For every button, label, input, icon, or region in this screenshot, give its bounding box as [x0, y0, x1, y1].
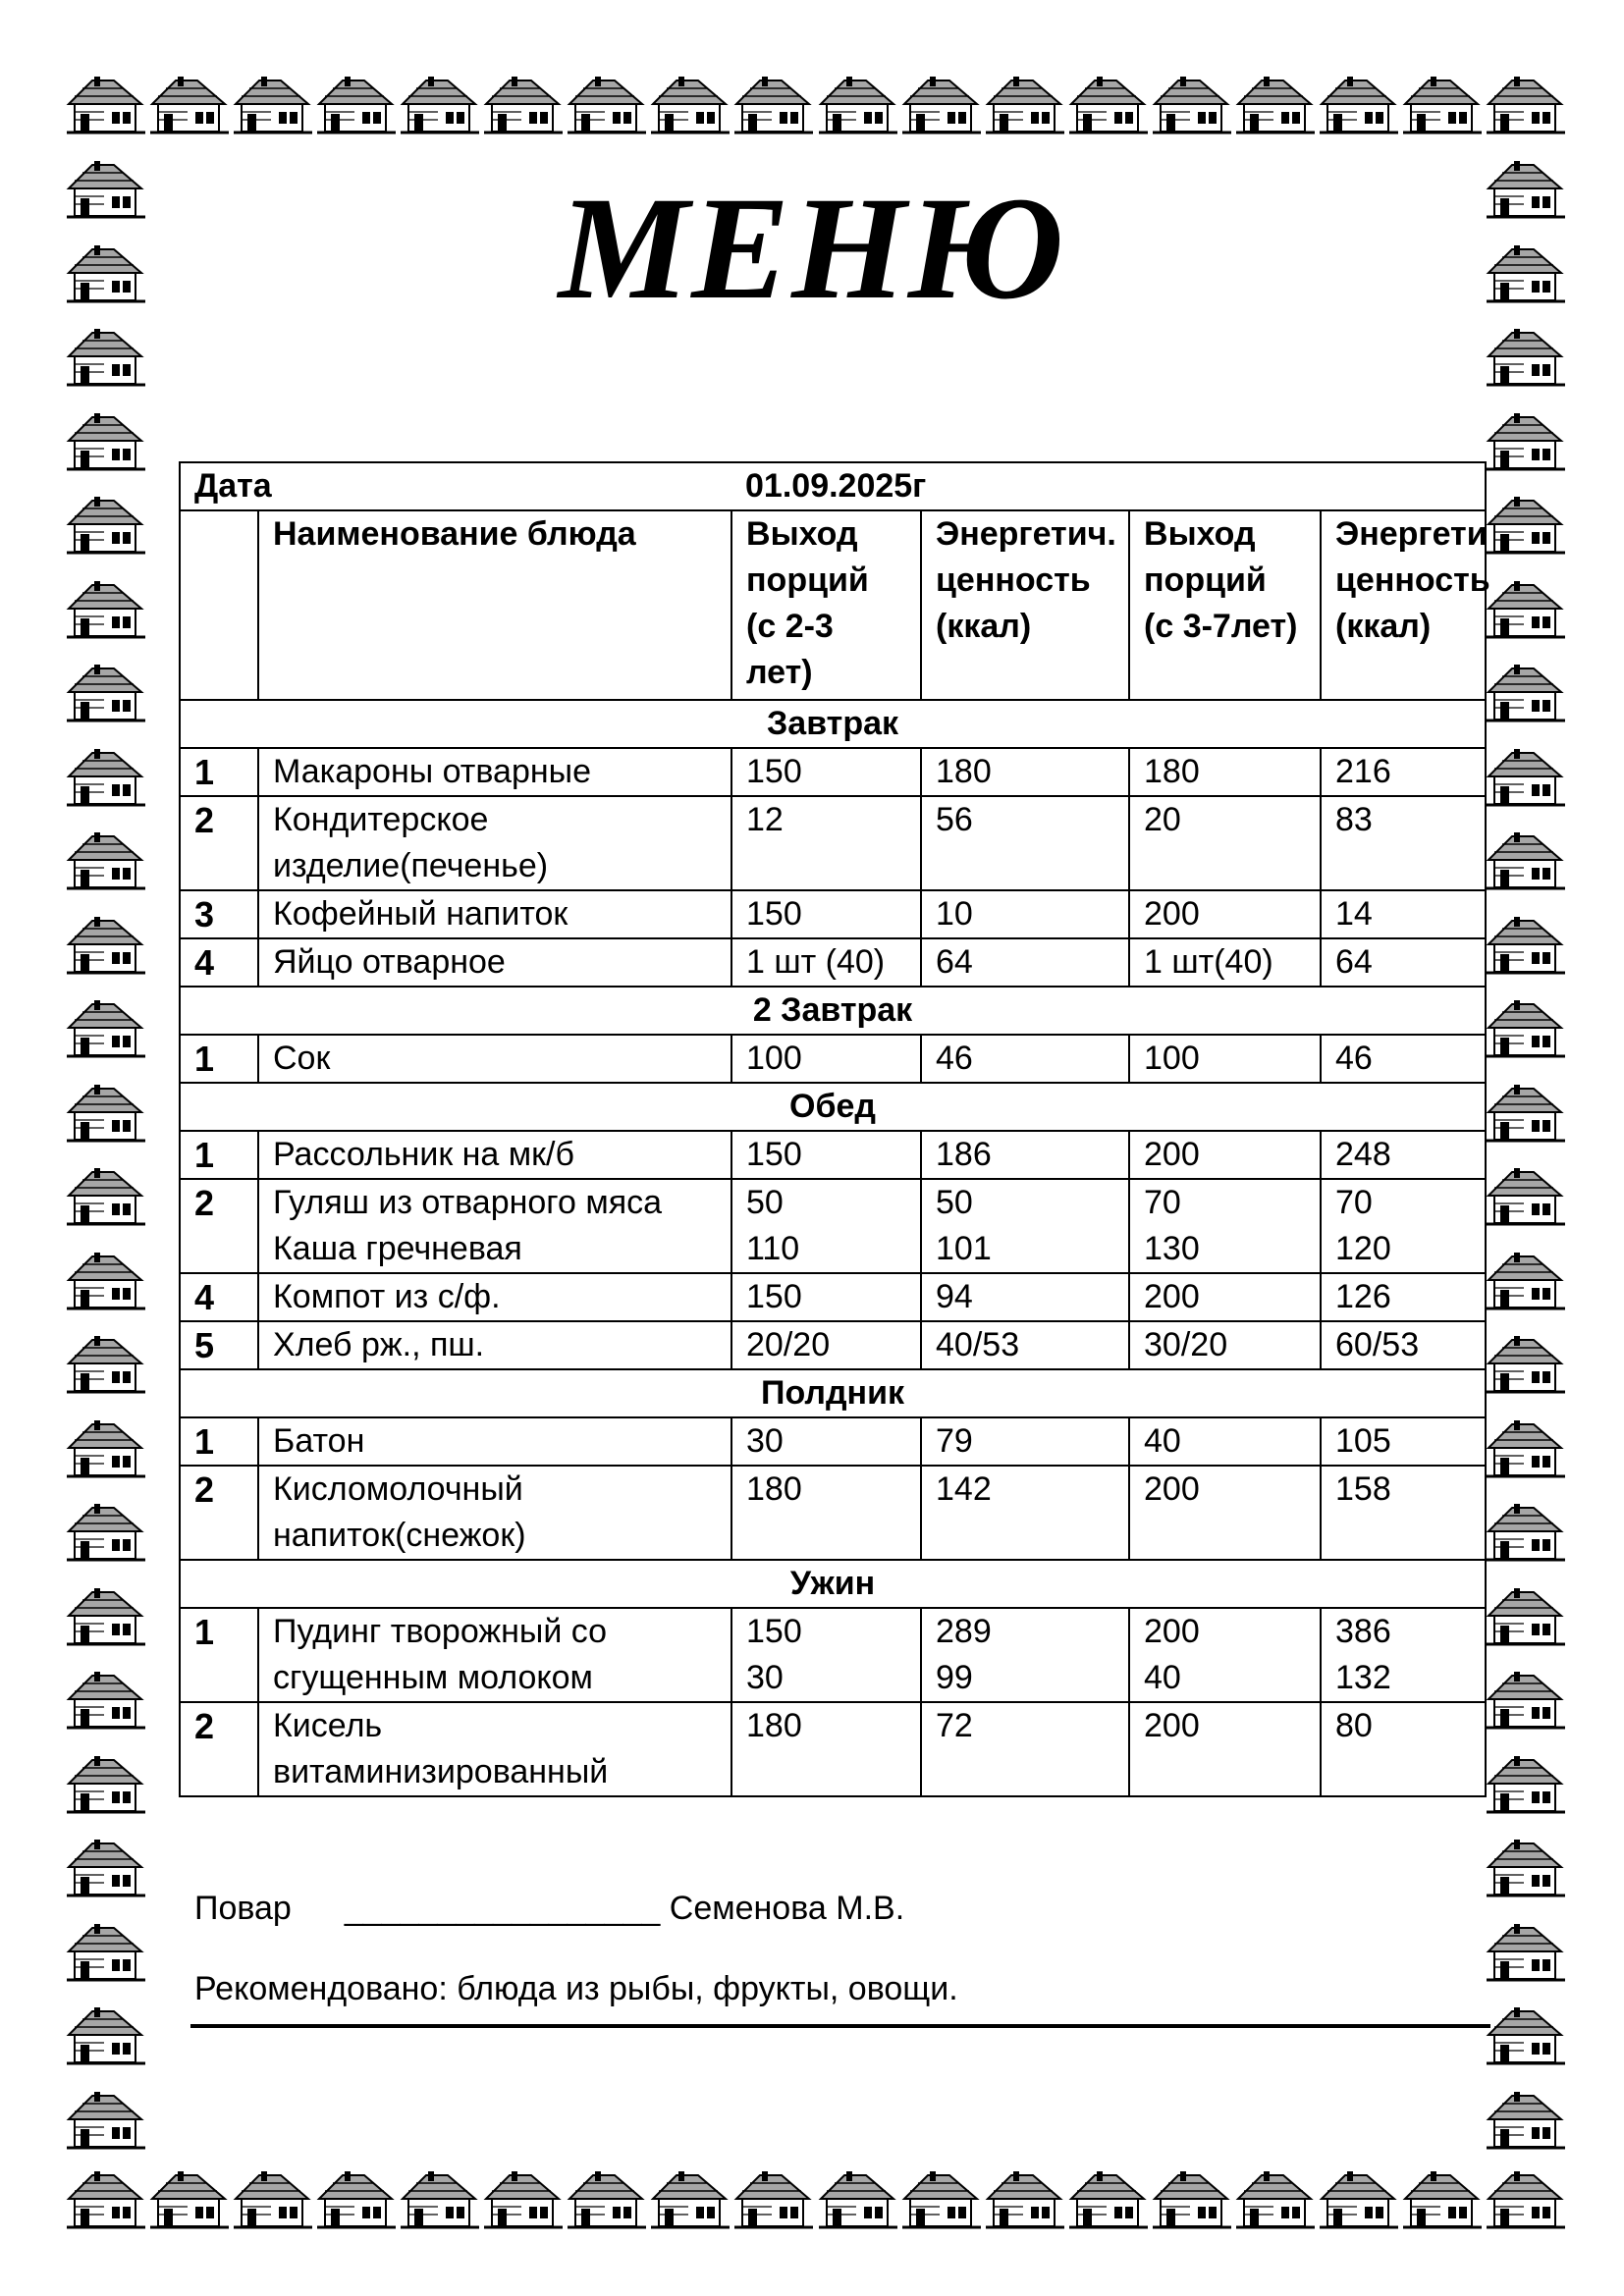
house-icon: [65, 579, 147, 642]
dish-name: [258, 1321, 731, 1369]
cell-line: (с 3-7лет): [1144, 608, 1298, 645]
value-cell-e1: [921, 1131, 1129, 1179]
cell-line: 180: [1144, 753, 1200, 790]
cell-line: сгущенным молоком: [273, 1659, 593, 1696]
section-title: Завтрак: [180, 700, 1486, 748]
table-row: [180, 796, 1486, 890]
section-row-breakfast: [180, 700, 1486, 748]
cell-line: 46: [936, 1040, 973, 1077]
cell-line: Яйцо отварное: [273, 943, 506, 981]
house-icon: [1067, 2169, 1150, 2232]
value-cell-v2: [1129, 1702, 1321, 1796]
section-row-breakfast2: [180, 987, 1486, 1035]
dish-name: [258, 1131, 731, 1179]
house-icon: [232, 2169, 314, 2232]
energy-older-header: [1321, 510, 1490, 700]
house-icon: [1401, 2169, 1484, 2232]
table-row: [180, 1702, 1486, 1796]
dish-name: [258, 796, 731, 890]
cell-line: Кофейный напиток: [273, 895, 568, 933]
house-icon: [65, 75, 147, 137]
house-icon: [1485, 1166, 1567, 1229]
value-cell-e2: [1321, 1273, 1486, 1321]
value-cell-e1: [921, 890, 1129, 938]
cell-line: 180: [746, 1707, 802, 1744]
house-icon: [1485, 2090, 1567, 2153]
table-row: [180, 938, 1486, 987]
cell-line: 14: [1335, 895, 1373, 933]
house-icon: [817, 75, 899, 137]
cell-line: 40: [1144, 1422, 1181, 1460]
row-number: 2: [180, 796, 258, 890]
house-icon: [649, 75, 731, 137]
house-icon: [1234, 2169, 1317, 2232]
house-icon: [65, 1754, 147, 1817]
cell-line: 70: [1144, 1184, 1181, 1221]
cell-line: 56: [936, 801, 973, 838]
cell-line: 120: [1335, 1230, 1391, 1267]
value-cell-e2: [1321, 1179, 1486, 1273]
cell-line: 99: [936, 1659, 973, 1696]
house-icon: [1485, 1838, 1567, 1900]
value-cell-e1: [921, 748, 1129, 796]
cell-line: 60/53: [1335, 1326, 1420, 1363]
cell-line: 80: [1335, 1707, 1373, 1744]
section-row-dinner: [180, 1560, 1486, 1608]
house-icon: [232, 75, 314, 137]
cell-line: 132: [1335, 1659, 1391, 1696]
row-number: 1: [180, 1131, 258, 1179]
cell-line: 50: [746, 1184, 784, 1221]
house-icon: [1485, 830, 1567, 893]
cell-line: 200: [1144, 1707, 1200, 1744]
row-number: 1: [180, 748, 258, 796]
cell-line: 150: [746, 753, 802, 790]
value-cell-e2: [1321, 1417, 1486, 1466]
house-icon: [65, 2169, 147, 2232]
dish-name: [258, 1273, 731, 1321]
section-title: Полдник: [180, 1369, 1486, 1417]
cell-line: 64: [936, 943, 973, 981]
cell-line: Выход: [746, 515, 858, 553]
cell-line: 46: [1335, 1040, 1373, 1077]
value-cell-e2: [1321, 748, 1486, 796]
section-title: 2 Завтрак: [180, 987, 1486, 1035]
value-cell-e1: [921, 1179, 1129, 1273]
value-cell-e1: [921, 1035, 1129, 1083]
cell-line: 100: [746, 1040, 802, 1077]
row-number: 5: [180, 1321, 258, 1369]
value-cell-e2: [1321, 1608, 1486, 1702]
table-row: [180, 1273, 1486, 1321]
house-icon: [1485, 327, 1567, 390]
value-cell-v1: [731, 1608, 921, 1702]
house-icon: [900, 75, 983, 137]
table-row: [180, 1417, 1486, 1466]
house-icon: [984, 75, 1066, 137]
value-cell-v1: [731, 1273, 921, 1321]
cell-line: Макароны отварные: [273, 753, 591, 790]
cell-line: напиток(снежок): [273, 1517, 526, 1554]
cell-line: 40/53: [936, 1326, 1020, 1363]
house-icon: [148, 75, 231, 137]
row-number: 2: [180, 1466, 258, 1560]
cell-line: 248: [1335, 1136, 1391, 1173]
value-cell-v2: [1129, 1321, 1321, 1369]
cell-line: 30/20: [1144, 1326, 1228, 1363]
house-icon: [1401, 75, 1484, 137]
cell-line: 200: [1144, 1136, 1200, 1173]
value-cell-e2: [1321, 890, 1486, 938]
energy-young-header: [921, 510, 1129, 700]
section-title: Ужин: [180, 1560, 1486, 1608]
yield-older-header: [1129, 510, 1321, 700]
cell-line: 100: [1144, 1040, 1200, 1077]
cell-line: 20: [1144, 801, 1181, 838]
section-title: Обед: [180, 1083, 1486, 1131]
value-cell-e2: [1321, 1702, 1486, 1796]
value-cell-v2: [1129, 1608, 1321, 1702]
house-icon: [1485, 1251, 1567, 1313]
house-icon: [1485, 1922, 1567, 1985]
cell-line: Сок: [273, 1040, 331, 1077]
house-icon: [566, 2169, 648, 2232]
value-cell-v1: [731, 890, 921, 938]
cell-line: ценность: [936, 561, 1091, 599]
cell-line: 30: [746, 1659, 784, 1696]
house-icon: [566, 75, 648, 137]
house-icon: [900, 2169, 983, 2232]
cell-line: 200: [1144, 1613, 1200, 1650]
house-icon: [1485, 411, 1567, 474]
cell-line: Энергети: [1335, 515, 1488, 553]
house-icon: [399, 2169, 481, 2232]
cell-line: 20/20: [746, 1326, 831, 1363]
cell-line: 150: [746, 1278, 802, 1315]
cell-line: 150: [746, 1136, 802, 1173]
value-cell-e1: [921, 1702, 1129, 1796]
dish-name: [258, 890, 731, 938]
recommendation-text: Рекомендовано: блюда из рыбы, фрукты, овощи.: [194, 1970, 958, 2007]
dish-name: [258, 1608, 731, 1702]
cell-line: 72: [936, 1707, 973, 1744]
cell-line: 70: [1335, 1184, 1373, 1221]
house-icon: [1151, 75, 1233, 137]
value-cell-e2: [1321, 1131, 1486, 1179]
dish-name: [258, 1035, 731, 1083]
value-cell-v1: [731, 1702, 921, 1796]
cook-line: [194, 1887, 904, 1930]
house-icon: [1485, 1083, 1567, 1146]
cell-line: 1 шт(40): [1144, 943, 1273, 981]
house-icon: [1151, 2169, 1233, 2232]
value-cell-v2: [1129, 748, 1321, 796]
value-cell-v2: [1129, 796, 1321, 890]
value-cell-v1: [731, 1466, 921, 1560]
house-icon: [732, 2169, 815, 2232]
signature-line: _________________: [344, 1890, 661, 1927]
cell-line: 158: [1335, 1470, 1391, 1508]
house-icon: [1485, 495, 1567, 558]
house-icon: [65, 1251, 147, 1313]
house-icon: [649, 2169, 731, 2232]
value-cell-e1: [921, 938, 1129, 987]
row-number: 1: [180, 1608, 258, 1702]
value-cell-e2: [1321, 1321, 1486, 1369]
row-number: 2: [180, 1702, 258, 1796]
cell-line: 180: [746, 1470, 802, 1508]
value-cell-v1: [731, 1131, 921, 1179]
value-cell-v2: [1129, 1273, 1321, 1321]
cell-line: 126: [1335, 1278, 1391, 1315]
cell-line: Батон: [273, 1422, 365, 1460]
house-icon: [65, 1166, 147, 1229]
cell-line: (ккал): [936, 608, 1032, 645]
house-icon: [65, 1418, 147, 1481]
house-icon: [1485, 1670, 1567, 1733]
value-cell-e2: [1321, 796, 1486, 890]
table-row: [180, 748, 1486, 796]
value-cell-v2: [1129, 1466, 1321, 1560]
cell-line: (ккал): [1335, 608, 1432, 645]
house-icon: [65, 1670, 147, 1733]
house-icon: [1485, 998, 1567, 1061]
house-icon: [817, 2169, 899, 2232]
table-row: [180, 1179, 1486, 1273]
cell-line: 200: [1144, 1470, 1200, 1508]
menu-table: [179, 461, 1490, 1797]
cell-line: 83: [1335, 801, 1373, 838]
value-cell-e1: [921, 1608, 1129, 1702]
cell-line: Рассольник на мк/б: [273, 1136, 574, 1173]
house-icon: [65, 2005, 147, 2068]
house-icon: [1485, 1418, 1567, 1481]
dish-name: [258, 1702, 731, 1796]
cell-line: Кондитерское: [273, 801, 489, 838]
cell-line: 10: [936, 895, 973, 933]
house-icon: [1318, 2169, 1400, 2232]
value-cell-v2: [1129, 890, 1321, 938]
dish-name: [258, 1466, 731, 1560]
house-icon: [1485, 663, 1567, 725]
cook-label: Повар: [194, 1890, 292, 1927]
house-icon: [1485, 1334, 1567, 1397]
page-title: МЕНЮ: [558, 167, 1066, 330]
house-icon: [65, 495, 147, 558]
table-row: [180, 890, 1486, 938]
value-cell-v1: [731, 1179, 921, 1273]
house-icon: [1485, 1754, 1567, 1817]
cell-line: витаминизированный: [273, 1753, 609, 1790]
house-icon: [65, 1083, 147, 1146]
cell-line: 40: [1144, 1659, 1181, 1696]
house-icon: [65, 747, 147, 810]
cell-line: Компот из с/ф.: [273, 1278, 501, 1315]
cell-line: ценность: [1335, 561, 1490, 599]
cell-line: Гуляш из отварного мяса: [273, 1184, 663, 1221]
value-cell-v2: [1129, 1035, 1321, 1083]
house-icon: [65, 2090, 147, 2153]
value-cell-v2: [1129, 1179, 1321, 1273]
yield-young-header: [731, 510, 921, 700]
cell-line: 1 шт (40): [746, 943, 886, 981]
date-label: Дата: [180, 462, 731, 510]
cell-line: 110: [746, 1230, 800, 1267]
house-icon: [148, 2169, 231, 2232]
cell-line: 289: [936, 1613, 992, 1650]
house-icon: [1485, 2005, 1567, 2068]
house-icon: [1485, 579, 1567, 642]
house-icon: [315, 75, 398, 137]
house-icon: [65, 998, 147, 1061]
cell-line: лет): [746, 654, 813, 691]
cell-line: 105: [1335, 1422, 1391, 1460]
value-cell-e1: [921, 796, 1129, 890]
house-icon: [65, 1922, 147, 1985]
value-cell-v1: [731, 748, 921, 796]
house-icon: [482, 2169, 565, 2232]
house-icon: [65, 1586, 147, 1649]
value-cell-e2: [1321, 938, 1486, 987]
house-icon: [65, 1334, 147, 1397]
house-icon: [732, 75, 815, 137]
house-icon: [65, 830, 147, 893]
house-icon: [1318, 75, 1400, 137]
value-cell-e1: [921, 1466, 1129, 1560]
cell-line: 142: [936, 1470, 992, 1508]
date-row: [180, 462, 1486, 510]
dish-name: [258, 938, 731, 987]
cell-line: порций: [746, 561, 869, 599]
date-value: 01.09.2025г: [731, 462, 1486, 510]
value-cell-e1: [921, 1273, 1129, 1321]
house-icon: [1485, 1586, 1567, 1649]
house-icon: [482, 75, 565, 137]
value-cell-v1: [731, 796, 921, 890]
row-number: 2: [180, 1179, 258, 1273]
cell-line: 200: [1144, 1278, 1200, 1315]
cell-line: 150: [746, 895, 802, 933]
value-cell-v1: [731, 1417, 921, 1466]
row-number: 3: [180, 890, 258, 938]
table-row: [180, 1321, 1486, 1369]
cell-line: изделие(печенье): [273, 847, 549, 884]
row-number: 1: [180, 1417, 258, 1466]
cell-line: Выход: [1144, 515, 1256, 553]
house-icon: [65, 411, 147, 474]
dish-name: [258, 748, 731, 796]
section-row-snack: [180, 1369, 1486, 1417]
house-icon: [1485, 747, 1567, 810]
value-cell-v1: [731, 1321, 921, 1369]
cell-line: 79: [936, 1422, 973, 1460]
cell-line: 216: [1335, 753, 1391, 790]
dish-name: [258, 1417, 731, 1466]
cell-line: Кисломолочный: [273, 1470, 523, 1508]
house-icon: [1485, 75, 1567, 137]
cook-name: Семенова М.В.: [669, 1890, 905, 1927]
bottom-rule: [190, 2024, 1490, 2028]
house-icon: [315, 2169, 398, 2232]
value-cell-v1: [731, 938, 921, 987]
table-row: [180, 1608, 1486, 1702]
house-icon: [1485, 915, 1567, 978]
house-icon: [1234, 75, 1317, 137]
house-icon: [1485, 1502, 1567, 1565]
house-icon: [1485, 2169, 1567, 2232]
cell-line: Кисель: [273, 1707, 383, 1744]
cell-line: порций: [1144, 561, 1267, 599]
row-number: 1: [180, 1035, 258, 1083]
house-icon: [65, 915, 147, 978]
cell-line: 64: [1335, 943, 1373, 981]
cell-line: 50: [936, 1184, 973, 1221]
dish-name-header: Наименование блюда: [258, 510, 731, 700]
cell-line: Энергетич.: [936, 515, 1116, 553]
cell-line: 101: [936, 1230, 992, 1267]
value-cell-v2: [1129, 1417, 1321, 1466]
cell-line: (с 2-3: [746, 608, 834, 645]
cell-line: 130: [1144, 1230, 1200, 1267]
value-cell-v2: [1129, 1131, 1321, 1179]
dish-name: [258, 1179, 731, 1273]
table-row: [180, 1035, 1486, 1083]
cell-line: 186: [936, 1136, 992, 1173]
house-icon: [1067, 75, 1150, 137]
table-row: [180, 1466, 1486, 1560]
header-row: [180, 510, 1486, 700]
table-row: [180, 1131, 1486, 1179]
cell-line: 386: [1335, 1613, 1391, 1650]
value-cell-e2: [1321, 1035, 1486, 1083]
house-icon: [399, 75, 481, 137]
cell-line: 12: [746, 801, 784, 838]
house-icon: [984, 2169, 1066, 2232]
cell-line: 150: [746, 1613, 802, 1650]
house-icon: [65, 327, 147, 390]
row-number: 4: [180, 1273, 258, 1321]
house-icon: [65, 1838, 147, 1900]
cell-line: 94: [936, 1278, 973, 1315]
row-number: 4: [180, 938, 258, 987]
value-cell-e1: [921, 1321, 1129, 1369]
cell-line: Каша гречневая: [273, 1230, 522, 1267]
value-cell-v1: [731, 1035, 921, 1083]
value-cell-v2: [1129, 938, 1321, 987]
cell-line: 200: [1144, 895, 1200, 933]
number-header: [180, 510, 258, 700]
cell-line: 30: [746, 1422, 784, 1460]
cell-line: Пудинг творожный со: [273, 1613, 608, 1650]
value-cell-e1: [921, 1417, 1129, 1466]
section-row-lunch: [180, 1083, 1486, 1131]
cell-line: 180: [936, 753, 992, 790]
house-icon: [65, 663, 147, 725]
cell-line: Хлеб рж., пш.: [273, 1326, 485, 1363]
value-cell-e2: [1321, 1466, 1486, 1560]
house-icon: [65, 1502, 147, 1565]
